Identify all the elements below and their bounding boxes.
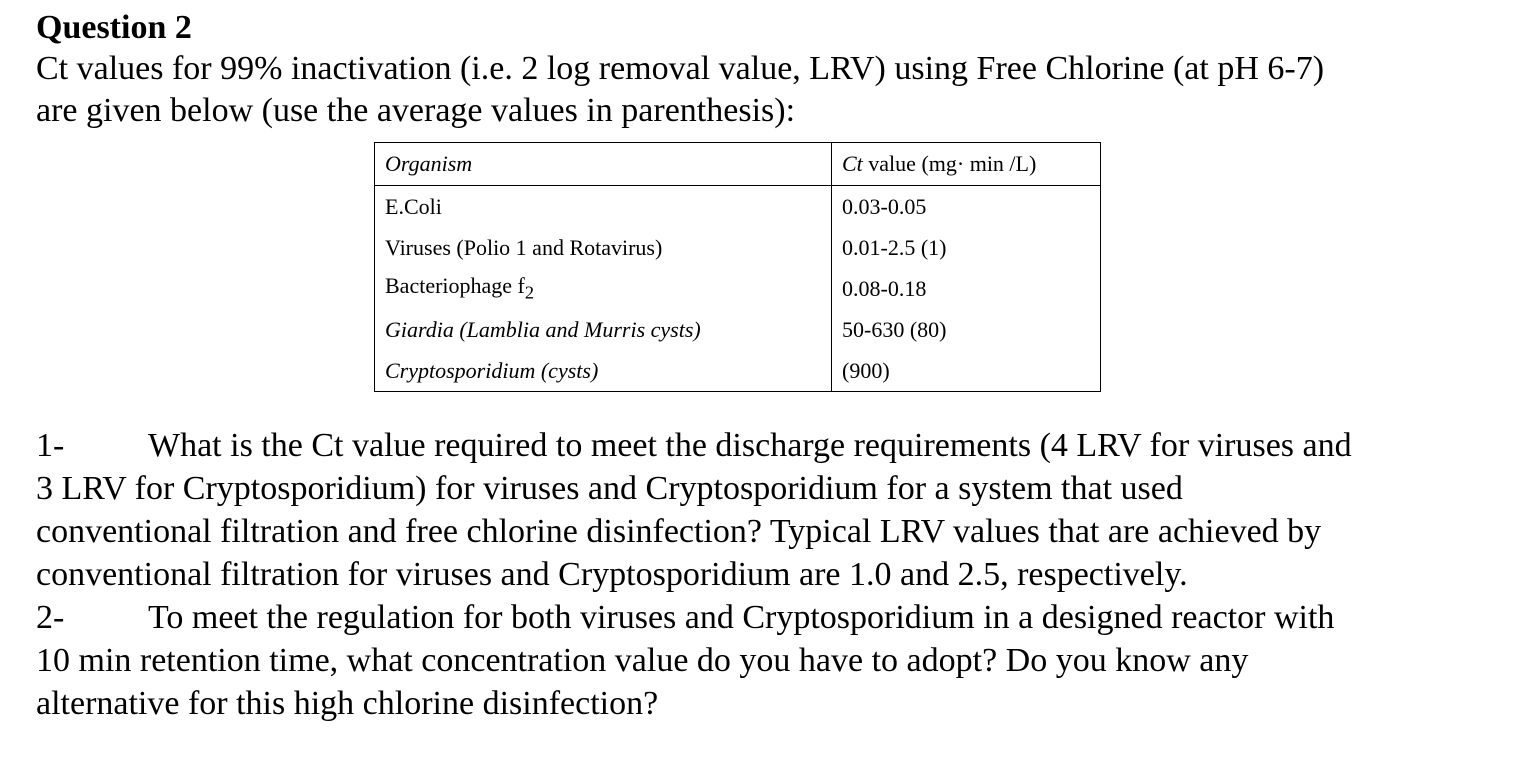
organism-cell: Giardia (Lamblia and Murris cysts) — [375, 309, 832, 350]
value-cell: (900) — [832, 350, 1101, 392]
question-2-line: 10 min retention time, what concentration value do you have to adopt? Do you know any — [36, 642, 1249, 679]
table-row — [375, 350, 1101, 392]
organism-subscript: 2 — [524, 282, 535, 303]
organism-cell — [375, 268, 832, 309]
header-organism: Organism — [375, 143, 832, 186]
header-ct-value — [832, 143, 1101, 186]
value-cell: 0.01-2.5 (1) — [832, 227, 1101, 268]
ct-values-table — [374, 142, 1101, 392]
table-row — [375, 227, 1101, 268]
value-cell: 50-630 (80) — [832, 309, 1101, 350]
question-2-number: 2- — [36, 599, 65, 636]
table-row — [375, 268, 1101, 309]
question-1-line: conventional filtration for viruses and Cryptosporidium are 1.0 and 2.5, respectively. — [36, 556, 1188, 593]
intro-line-2: are given below (use the average values in parenthesis): — [36, 92, 796, 129]
header-ct-italic: Ct — [842, 151, 863, 176]
question-2-lead: To meet the regulation for both viruses and Cryptosporidium in a designed reactor with — [148, 599, 1335, 636]
value-cell: 0.08-0.18 — [832, 268, 1101, 309]
organism-cell: Viruses (Polio 1 and Rotavirus) — [375, 227, 832, 268]
table-row — [375, 186, 1101, 228]
questions — [36, 424, 1496, 725]
question-2-first-line — [36, 596, 1496, 639]
question-1-lead: What is the Ct value required to meet the discharge requirements (4 LRV for viruses and — [148, 427, 1352, 464]
document — [36, 8, 1496, 132]
organism-base: Bacteriophage f — [385, 273, 525, 299]
organism-cell: E.Coli — [375, 186, 832, 228]
header-ct-rest: value (mg· min /L) — [862, 151, 1037, 176]
question-1-number: 1- — [36, 427, 65, 464]
table-row — [375, 309, 1101, 350]
organism-cell: Cryptosporidium (cysts) — [375, 350, 832, 392]
value-cell: 0.03-0.05 — [832, 186, 1101, 228]
table-header-row — [375, 143, 1101, 186]
question-2-line: alternative for this high chlorine disinfection? — [36, 685, 659, 722]
question-1-first-line — [36, 424, 1496, 467]
intro-line-1: Ct values for 99% inactivation (i.e. 2 log removal value, LRV) using Free Chlorine (at pH 6-7) — [36, 50, 1325, 87]
question-1-line: 3 LRV for Cryptosporidium) for viruses and Cryptosporidium for a system that used — [36, 470, 1183, 507]
question-title: Question 2 — [36, 9, 192, 46]
question-1-line: conventional filtration and free chlorine disinfection? Typical LRV values that are achieved by — [36, 513, 1322, 550]
